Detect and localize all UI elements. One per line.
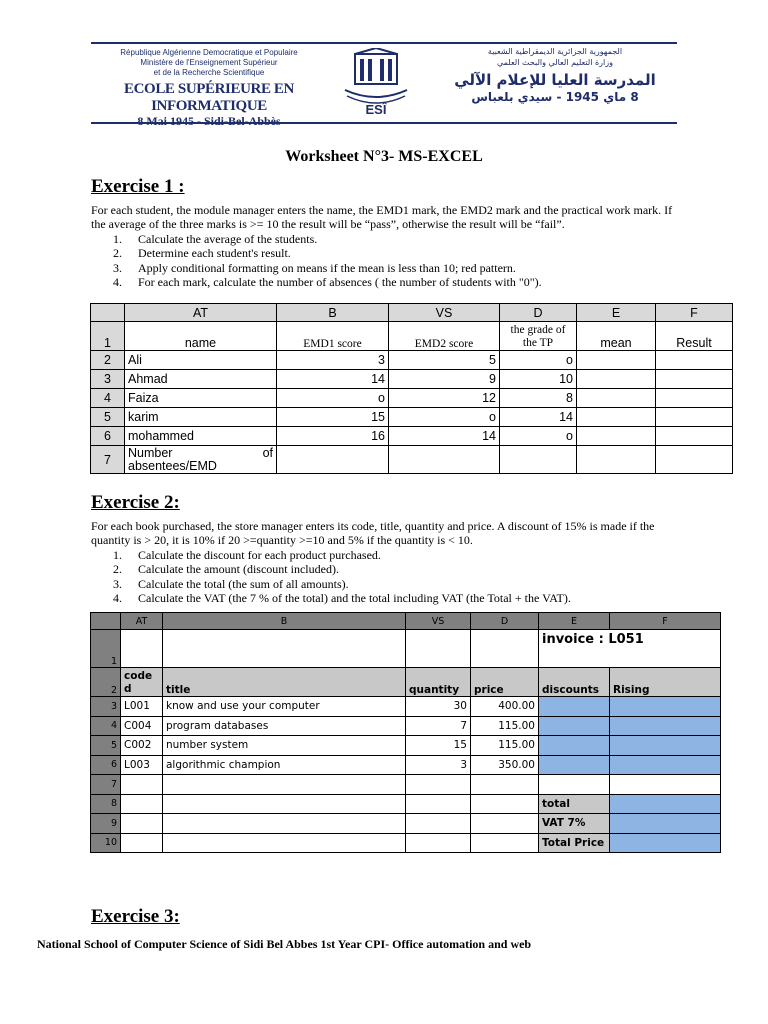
list-item: 2. Determine each student's result. bbox=[113, 246, 291, 261]
document-header bbox=[91, 42, 677, 128]
table-row bbox=[91, 755, 721, 775]
cell-mean[interactable] bbox=[577, 370, 656, 389]
school-name-fr: ECOLE SUPÉRIEURE EN INFORMATIQUE bbox=[124, 81, 294, 114]
col-header-e[interactable]: E bbox=[539, 613, 610, 630]
cell-name[interactable]: Faiza bbox=[125, 389, 277, 408]
cell-title[interactable]: number system bbox=[163, 736, 406, 756]
column-header-row bbox=[91, 304, 733, 322]
cell-code[interactable]: C002 bbox=[121, 736, 163, 756]
cell-absentees-emd1[interactable] bbox=[277, 446, 389, 474]
cell-result[interactable] bbox=[656, 389, 733, 408]
cell-emd2[interactable]: 9 bbox=[389, 370, 500, 389]
table-row bbox=[91, 814, 721, 834]
cell-mean[interactable] bbox=[577, 389, 656, 408]
cell-emd1[interactable]: 14 bbox=[277, 370, 389, 389]
cell-result[interactable] bbox=[656, 408, 733, 427]
cell-absentees-tp[interactable] bbox=[500, 446, 577, 474]
row-number[interactable]: 10 bbox=[91, 833, 121, 853]
total-value[interactable] bbox=[610, 794, 721, 814]
cell-tp[interactable]: 10 bbox=[500, 370, 577, 389]
page-footer: National School of Computer Science of Sidi Bel Abbes 1st Year CPI- Office automation and web bbox=[37, 937, 532, 951]
cell-emd1[interactable]: 16 bbox=[277, 427, 389, 446]
cell-price[interactable]: 115.00 bbox=[471, 716, 539, 736]
cell-absentees-label[interactable]: Number of absentees/EMD bbox=[125, 446, 277, 474]
header-result[interactable]: Result bbox=[656, 322, 733, 351]
cell-result[interactable] bbox=[656, 351, 733, 370]
cell-empty[interactable] bbox=[656, 446, 733, 474]
table-row bbox=[91, 389, 733, 408]
total-price-label[interactable]: Total Price bbox=[539, 833, 610, 853]
table-row bbox=[91, 833, 721, 853]
cell-mean[interactable] bbox=[577, 408, 656, 427]
cell-empty[interactable] bbox=[163, 630, 406, 668]
cell-price[interactable]: 400.00 bbox=[471, 697, 539, 717]
cell-price[interactable]: 350.00 bbox=[471, 755, 539, 775]
school-logo bbox=[341, 48, 411, 118]
col-header-d[interactable]: D bbox=[471, 613, 539, 630]
table-row bbox=[91, 446, 733, 474]
cell-emd1[interactable]: 3 bbox=[277, 351, 389, 370]
cell-quantity[interactable]: 15 bbox=[406, 736, 471, 756]
cell-rising[interactable] bbox=[610, 736, 721, 756]
cell-empty[interactable] bbox=[471, 794, 539, 814]
exercise3-title: Exercise 3: bbox=[91, 906, 180, 927]
list-item: 4. For each mark, calculate the number of absences ( the number of students with "0"). bbox=[113, 274, 542, 289]
header-discounts[interactable]: discounts bbox=[539, 668, 610, 697]
row-number[interactable]: 6 bbox=[91, 427, 125, 446]
cell-code[interactable]: L003 bbox=[121, 755, 163, 775]
cell-rising[interactable] bbox=[610, 716, 721, 736]
row-number[interactable]: 2 bbox=[91, 351, 125, 370]
table-row bbox=[91, 775, 721, 795]
header-french-block bbox=[91, 48, 327, 128]
cell-empty[interactable] bbox=[577, 446, 656, 474]
table-row bbox=[91, 370, 733, 389]
list-item: 3. Apply conditional formatting on means if the mean is less than 10; red pattern. bbox=[113, 260, 516, 275]
cell-name[interactable]: Ali bbox=[125, 351, 277, 370]
cell-quantity[interactable]: 30 bbox=[406, 697, 471, 717]
cell-emd2[interactable]: 14 bbox=[389, 427, 500, 446]
worksheet-title: Worksheet N°3- MS-EXCEL bbox=[285, 148, 483, 165]
row-number[interactable]: 3 bbox=[91, 370, 125, 389]
header-code[interactable]: code d bbox=[121, 668, 163, 697]
list-item: 1. Calculate the average of the students. bbox=[113, 232, 318, 246]
cell-tp[interactable]: 8 bbox=[500, 389, 577, 408]
row-number[interactable]: 3 bbox=[91, 697, 121, 717]
cell-name[interactable]: karim bbox=[125, 408, 277, 427]
cell-empty[interactable] bbox=[406, 833, 471, 853]
row-number[interactable]: 4 bbox=[91, 716, 121, 736]
cell-empty[interactable] bbox=[163, 814, 406, 834]
cell-price[interactable]: 115.00 bbox=[471, 736, 539, 756]
header-price[interactable]: price bbox=[471, 668, 539, 697]
list-item: 4. Calculate the VAT (the 7 % of the total) and the total including VAT (the Total + the VAT). bbox=[113, 590, 571, 605]
row-number[interactable]: 1 bbox=[91, 322, 125, 351]
row-number[interactable]: 1 bbox=[91, 630, 121, 668]
school-city-ar: 8 ماي 1945 - سيدي بلعباس bbox=[471, 90, 639, 104]
exercise2-title: Exercise 2: bbox=[91, 492, 180, 513]
cell-title[interactable]: know and use your computer bbox=[163, 697, 406, 717]
exercise2-steps bbox=[91, 548, 571, 605]
cell-emd2[interactable]: 5 bbox=[389, 351, 500, 370]
row-number[interactable]: 9 bbox=[91, 814, 121, 834]
table-row bbox=[91, 716, 721, 736]
cell-empty[interactable] bbox=[471, 833, 539, 853]
table-row bbox=[91, 351, 733, 370]
header-mean[interactable]: mean bbox=[577, 322, 656, 351]
cell-empty[interactable] bbox=[610, 775, 721, 795]
cell-emd2[interactable]: 12 bbox=[389, 389, 500, 408]
cell-discount[interactable] bbox=[539, 697, 610, 717]
cell-rising[interactable] bbox=[610, 697, 721, 717]
table-row bbox=[91, 630, 721, 668]
cell-rising[interactable] bbox=[610, 755, 721, 775]
cell-empty[interactable] bbox=[121, 794, 163, 814]
invoice-number[interactable]: invoice : L051 bbox=[539, 630, 721, 668]
col-header-a[interactable]: AT bbox=[125, 304, 277, 322]
table-row bbox=[91, 408, 733, 427]
cell-empty[interactable] bbox=[406, 775, 471, 795]
table-row bbox=[91, 736, 721, 756]
ministry-line-ar: وزارة التعليم العالي والبحث العلمي bbox=[497, 58, 613, 67]
cell-tp[interactable]: 14 bbox=[500, 408, 577, 427]
school-city-fr: 8 Mai 1945 - Sidi-Bel-Abbès bbox=[137, 114, 281, 128]
logo-text: ESÎ bbox=[365, 102, 387, 117]
cell-mean[interactable] bbox=[577, 427, 656, 446]
cell-empty[interactable] bbox=[406, 630, 471, 668]
republic-line: République Algérienne Democratique et Populaire bbox=[120, 48, 298, 57]
col-header-d[interactable]: D bbox=[500, 304, 577, 322]
cell-code[interactable]: C004 bbox=[121, 716, 163, 736]
cell-emd1[interactable]: 15 bbox=[277, 408, 389, 427]
exercise1-title: Exercise 1 : bbox=[91, 176, 185, 197]
row-number[interactable]: 7 bbox=[91, 775, 121, 795]
header-name[interactable]: name bbox=[125, 322, 277, 351]
cell-emd2[interactable]: o bbox=[389, 408, 500, 427]
vat-label[interactable]: VAT 7% bbox=[539, 814, 610, 834]
cell-title[interactable]: algorithmic champion bbox=[163, 755, 406, 775]
total-price-value[interactable] bbox=[610, 833, 721, 853]
row-number[interactable]: 6 bbox=[91, 755, 121, 775]
cell-title[interactable]: program databases bbox=[163, 716, 406, 736]
cell-name[interactable]: mohammed bbox=[125, 427, 277, 446]
cell-code[interactable]: L001 bbox=[121, 697, 163, 717]
header-emd2[interactable]: EMD2 score bbox=[389, 322, 500, 351]
republic-line-ar: الجمهورية الجزائرية الديمقراطية الشعبية bbox=[487, 47, 623, 56]
cell-empty[interactable] bbox=[406, 794, 471, 814]
cell-empty[interactable] bbox=[406, 814, 471, 834]
row-number[interactable]: 5 bbox=[91, 736, 121, 756]
cell-name[interactable]: Ahmad bbox=[125, 370, 277, 389]
cell-quantity[interactable]: 7 bbox=[406, 716, 471, 736]
table-row bbox=[91, 668, 721, 697]
cell-absentees-emd2[interactable] bbox=[389, 446, 500, 474]
header-quantity[interactable]: quantity bbox=[406, 668, 471, 697]
list-item: 1. Calculate the discount for each product purchased. bbox=[113, 548, 381, 562]
col-header-c[interactable]: VS bbox=[406, 613, 471, 630]
cell-empty[interactable] bbox=[163, 794, 406, 814]
column-header-row bbox=[91, 613, 721, 630]
cell-discount[interactable] bbox=[539, 755, 610, 775]
col-header-e[interactable]: E bbox=[577, 304, 656, 322]
cell-tp[interactable]: o bbox=[500, 427, 577, 446]
cell-empty[interactable] bbox=[471, 775, 539, 795]
list-item: 3. Calculate the total (the sum of all amounts). bbox=[113, 576, 349, 591]
cell-empty[interactable] bbox=[121, 814, 163, 834]
grades-table bbox=[90, 303, 733, 474]
total-label[interactable]: total bbox=[539, 794, 610, 814]
row-number[interactable]: 8 bbox=[91, 794, 121, 814]
cell-quantity[interactable]: 3 bbox=[406, 755, 471, 775]
table-row bbox=[91, 322, 733, 351]
row-number[interactable]: 7 bbox=[91, 446, 125, 474]
col-header-f[interactable]: F bbox=[610, 613, 721, 630]
row-number[interactable]: 2 bbox=[91, 668, 121, 697]
list-item: 2. Calculate the amount (discount included). bbox=[113, 562, 339, 577]
exercise2-intro: For each book purchased, the store manager enters its code, title, quantity and price. A discount of 15% is made if the quantity is > 20, it is 10% if 20 >=quantity >=10 and 5% if the quantity is < 10. bbox=[91, 519, 655, 548]
header-arabic-block bbox=[437, 47, 673, 104]
header-emd1[interactable]: EMD1 score bbox=[277, 322, 389, 351]
col-header-b[interactable]: B bbox=[163, 613, 406, 630]
cell-empty[interactable] bbox=[539, 775, 610, 795]
col-header-b[interactable]: B bbox=[277, 304, 389, 322]
row-number[interactable]: 4 bbox=[91, 389, 125, 408]
cell-empty[interactable] bbox=[471, 630, 539, 668]
cell-discount[interactable] bbox=[539, 736, 610, 756]
ministry-line: Ministère de l'Enseignement Supérieur bbox=[140, 58, 278, 67]
cell-result[interactable] bbox=[656, 370, 733, 389]
cell-empty[interactable] bbox=[163, 775, 406, 795]
cell-emd1[interactable]: o bbox=[277, 389, 389, 408]
cell-empty[interactable] bbox=[471, 814, 539, 834]
col-header-c[interactable]: VS bbox=[389, 304, 500, 322]
cell-empty[interactable] bbox=[121, 630, 163, 668]
research-line: et de la Recherche Scientifique bbox=[153, 68, 265, 77]
exercise1-intro: For each student, the module manager enters the name, the EMD1 mark, the EMD2 mark and the practical work mark. If the average of the three marks is >= 10 the result will be “pass”, otherwise the result will be “fail”. bbox=[91, 203, 673, 232]
table-row bbox=[91, 794, 721, 814]
cell-empty[interactable] bbox=[121, 833, 163, 853]
cell-empty[interactable] bbox=[163, 833, 406, 853]
cell-tp[interactable]: o bbox=[500, 351, 577, 370]
row-number[interactable]: 5 bbox=[91, 408, 125, 427]
cell-discount[interactable] bbox=[539, 716, 610, 736]
col-header-a[interactable]: AT bbox=[121, 613, 163, 630]
header-rising[interactable]: Rising bbox=[610, 668, 721, 697]
cell-empty[interactable] bbox=[121, 775, 163, 795]
vat-value[interactable] bbox=[610, 814, 721, 834]
invoice-table bbox=[90, 612, 721, 853]
table-row bbox=[91, 427, 733, 446]
header-tp[interactable]: the grade of the TP bbox=[500, 322, 577, 351]
col-header-f[interactable]: F bbox=[656, 304, 733, 322]
exercise1-steps bbox=[91, 232, 542, 289]
cell-mean[interactable] bbox=[577, 351, 656, 370]
header-title[interactable]: title bbox=[163, 668, 406, 697]
cell-result[interactable] bbox=[656, 427, 733, 446]
school-name-ar: المدرسة العليا للإعلام الآلي bbox=[454, 71, 656, 89]
table-row bbox=[91, 697, 721, 717]
